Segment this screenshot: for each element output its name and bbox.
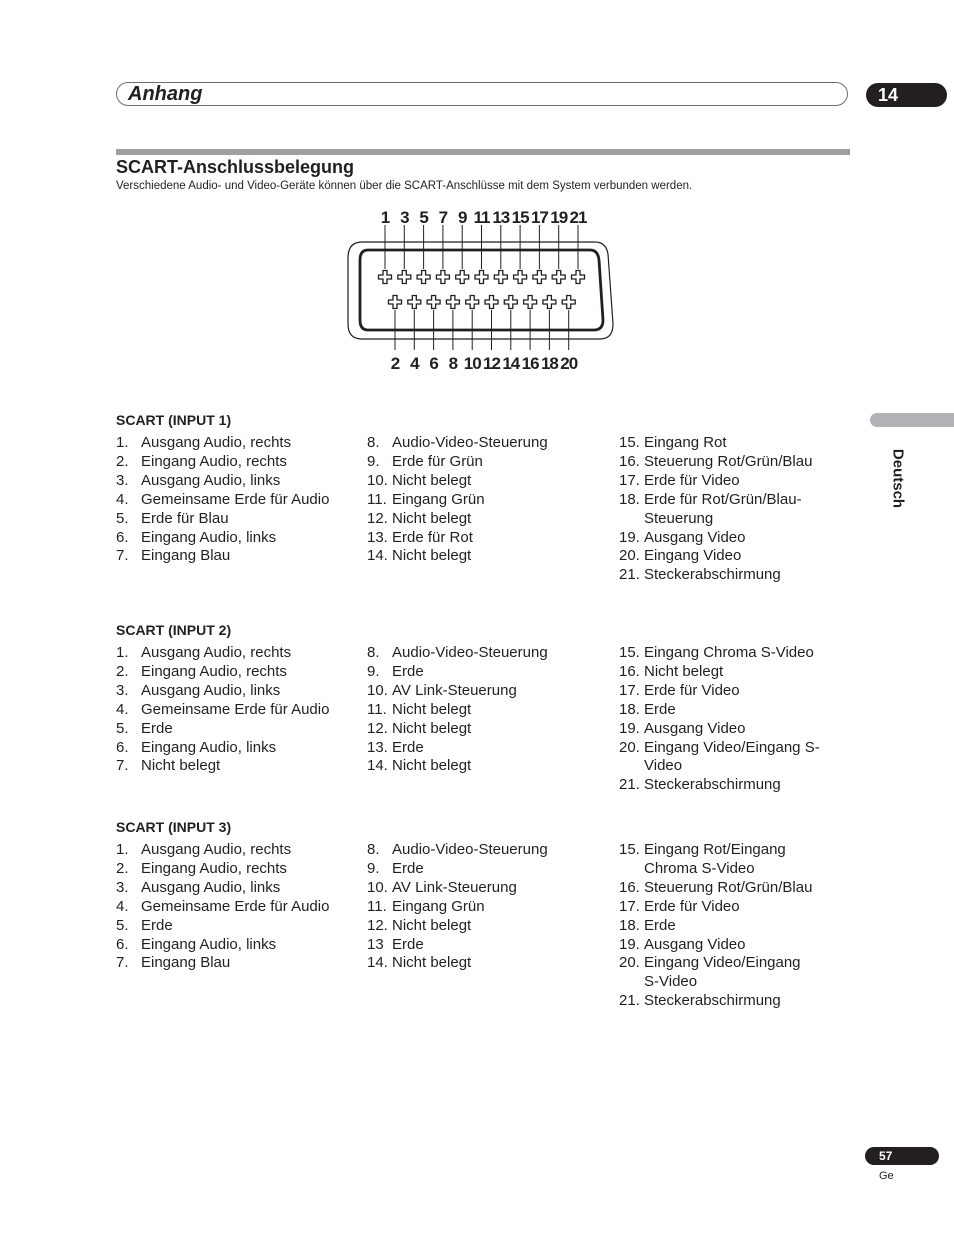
pin-number: 7. bbox=[116, 954, 129, 972]
pin-number: 15. bbox=[619, 644, 640, 661]
section-divider bbox=[116, 149, 850, 155]
pin-label-11: 11 bbox=[473, 208, 490, 227]
pin-list-item bbox=[367, 472, 607, 491]
pin-list-item bbox=[619, 917, 819, 936]
pin-description: Ausgang Audio, links bbox=[141, 471, 281, 489]
pin-number: 9. bbox=[367, 859, 380, 877]
pin-number: 3. bbox=[116, 471, 129, 489]
page-number-badge: 57 bbox=[865, 1147, 939, 1165]
pin-number: 3. bbox=[116, 681, 129, 699]
pin-description: Erde für Video bbox=[644, 897, 740, 915]
pin-number: 6. bbox=[116, 738, 129, 756]
pin-number: 15. bbox=[619, 434, 640, 451]
pin-description: Nicht belegt bbox=[392, 954, 472, 972]
pin-number: 3. bbox=[116, 878, 129, 896]
pin-13 bbox=[494, 271, 507, 284]
pin-description: Ausgang Audio, rechts bbox=[141, 434, 292, 451]
pin-list-item bbox=[367, 739, 607, 758]
pin-description: Ausgang Audio, links bbox=[141, 878, 281, 896]
pin-number: 12. bbox=[367, 916, 388, 934]
pin-description: Eingang Audio, rechts bbox=[141, 662, 287, 680]
pin-list-item bbox=[619, 491, 834, 529]
pin-number: 16. bbox=[619, 662, 640, 680]
pin-list-item bbox=[367, 841, 607, 860]
pin-description: Erde für Rot bbox=[392, 528, 473, 546]
pin-label-15: 15 bbox=[511, 208, 529, 227]
scart-input-2-column-1 bbox=[116, 644, 356, 776]
pin-list-item bbox=[116, 860, 356, 879]
pin-number: 15. bbox=[619, 841, 640, 858]
scart-input-2-column-2 bbox=[367, 644, 607, 776]
chapter-number-badge: 14 bbox=[866, 83, 947, 107]
pin-list-item bbox=[367, 682, 607, 701]
pin-description: Eingang Video/Eingang S-Video bbox=[644, 738, 820, 775]
pin-label-10: 10 bbox=[463, 354, 481, 373]
pin-list-item bbox=[116, 936, 356, 955]
pin-list-item bbox=[619, 644, 834, 663]
pin-label-21: 21 bbox=[569, 208, 587, 227]
pin-list-item bbox=[367, 510, 607, 529]
pin-label-16: 16 bbox=[521, 354, 539, 373]
pin-description: AV Link-Steuerung bbox=[392, 681, 517, 699]
pin-list-item bbox=[367, 936, 607, 955]
pin-description: Eingang Blau bbox=[141, 954, 231, 972]
pin-number: 18. bbox=[619, 916, 640, 934]
pin-description: Ausgang Video bbox=[644, 935, 746, 953]
pin-number: 5. bbox=[116, 719, 129, 737]
pin-label-6: 6 bbox=[429, 354, 438, 373]
pin-list-item bbox=[116, 644, 356, 663]
pin-label-20: 20 bbox=[560, 354, 578, 373]
pin-description: Steckerabschirmung bbox=[644, 566, 781, 584]
language-tab-label: Deutsch bbox=[889, 448, 907, 509]
pin-list-item bbox=[619, 879, 819, 898]
scart-input-2-column-3 bbox=[619, 644, 834, 795]
chapter-header-bar bbox=[116, 82, 848, 106]
scart-input-2-heading: SCART (INPUT 2) bbox=[116, 622, 232, 638]
pin-number: 17. bbox=[619, 897, 640, 915]
pin-number: 7. bbox=[116, 547, 129, 565]
pin-number: 4. bbox=[116, 700, 129, 718]
pin-description: Eingang Audio, rechts bbox=[141, 452, 287, 470]
pin-19 bbox=[552, 271, 565, 284]
pin-description: Gemeinsame Erde für Audio bbox=[141, 700, 330, 718]
pin-number: 14. bbox=[367, 547, 388, 565]
pin-21 bbox=[572, 271, 585, 284]
pin-list-item bbox=[619, 663, 834, 682]
pin-number: 20. bbox=[619, 547, 640, 565]
pin-description: Erde für Video bbox=[644, 681, 740, 699]
pin-list-item bbox=[619, 739, 834, 777]
pin-list-item bbox=[367, 720, 607, 739]
pin-description: Nicht belegt bbox=[141, 757, 221, 775]
pin-label-7: 7 bbox=[438, 208, 448, 227]
pin-description: Eingang Audio, links bbox=[141, 935, 277, 953]
connector-pins bbox=[379, 271, 585, 309]
pin-description: Steckerabschirmung bbox=[644, 992, 781, 1010]
pin-list-item bbox=[116, 739, 356, 758]
pin-number: 11. bbox=[367, 700, 387, 718]
pin-description: Erde für Grün bbox=[392, 452, 483, 470]
pin-number: 13. bbox=[367, 528, 388, 546]
pin-number: 14. bbox=[367, 757, 388, 775]
pin-description: Ausgang Video bbox=[644, 528, 746, 546]
pin-number: 16. bbox=[619, 452, 640, 470]
pin-description: AV Link-Steuerung bbox=[392, 878, 517, 896]
pin-description: Steuerung Rot/Grün/Blau bbox=[644, 452, 813, 470]
pin-label-13: 13 bbox=[492, 208, 510, 227]
pin-description: Erde bbox=[392, 935, 424, 953]
pin-9 bbox=[456, 271, 469, 284]
pin-description: Nicht belegt bbox=[392, 757, 472, 775]
pin-label-1: 1 bbox=[380, 208, 390, 227]
pin-description: Eingang Video/Eingang S-Video bbox=[644, 954, 801, 991]
pin-number: 20. bbox=[619, 954, 640, 972]
pin-number: 2. bbox=[116, 859, 129, 877]
pin-number: 19. bbox=[619, 935, 640, 953]
scart-input-1-column-2 bbox=[367, 434, 607, 566]
pin-description: Erde für Rot/Grün/Blau-Steuerung bbox=[644, 490, 802, 527]
pin-number: 18. bbox=[619, 490, 640, 508]
pin-15 bbox=[514, 271, 527, 284]
pin-label-18: 18 bbox=[540, 354, 558, 373]
pin-list-item bbox=[116, 453, 356, 472]
pin-list-item bbox=[116, 663, 356, 682]
pin-list-item bbox=[619, 453, 834, 472]
pin-description: Nicht belegt bbox=[392, 916, 472, 934]
pin-label-9: 9 bbox=[457, 208, 467, 227]
pin-list-item bbox=[367, 453, 607, 472]
pin-description: Nicht belegt bbox=[644, 662, 724, 680]
pin-list-item bbox=[116, 701, 356, 720]
pin-description: Nicht belegt bbox=[392, 700, 472, 718]
pin-list-item bbox=[619, 529, 834, 548]
pin-number: 8. bbox=[367, 644, 380, 661]
pin-number: 10. bbox=[367, 878, 388, 896]
pin-6 bbox=[427, 296, 440, 309]
pin-list-item bbox=[619, 434, 834, 453]
pin-1 bbox=[379, 271, 392, 284]
pin-number: 10. bbox=[367, 681, 388, 699]
pin-list-item bbox=[367, 663, 607, 682]
pin-description: Erde bbox=[392, 662, 424, 680]
scart-input-3-column-1 bbox=[116, 841, 356, 973]
pin-list-item bbox=[367, 757, 607, 776]
pin-number: 6. bbox=[116, 935, 129, 953]
pin-list-item bbox=[116, 472, 356, 491]
pin-list-item bbox=[367, 491, 607, 510]
pin-number: 10. bbox=[367, 471, 388, 489]
pin-number: 13. bbox=[367, 738, 388, 756]
pin-description: Steckerabschirmung bbox=[644, 776, 781, 794]
pin-list-item bbox=[116, 682, 356, 701]
pin-list-item bbox=[116, 879, 356, 898]
pin-number: 7. bbox=[116, 757, 129, 775]
pin-description: Audio-Video-Steuerung bbox=[392, 841, 548, 858]
pin-7 bbox=[436, 271, 449, 284]
pin-list-item bbox=[116, 757, 356, 776]
pin-description: Steuerung Rot/Grün/Blau bbox=[644, 878, 813, 896]
pin-list-item bbox=[619, 898, 819, 917]
pin-list-item bbox=[619, 547, 834, 566]
pin-description: Eingang Rot/Eingang Chroma S-Video bbox=[644, 841, 786, 877]
pin-label-19: 19 bbox=[550, 208, 568, 227]
pin-2 bbox=[389, 296, 402, 309]
pin-description: Nicht belegt bbox=[392, 719, 472, 737]
pin-description: Nicht belegt bbox=[392, 509, 472, 527]
pin-list-item bbox=[367, 547, 607, 566]
pin-description: Nicht belegt bbox=[392, 547, 472, 565]
pin-list-item bbox=[116, 491, 356, 510]
pin-number: 21. bbox=[619, 776, 640, 794]
pin-list-item bbox=[367, 898, 607, 917]
pin-label-4: 4 bbox=[410, 354, 419, 373]
pin-number: 4. bbox=[116, 490, 129, 508]
pin-list-item bbox=[367, 879, 607, 898]
pin-number: 16. bbox=[619, 878, 640, 896]
pin-list-item bbox=[619, 472, 834, 491]
pin-number: 18. bbox=[619, 700, 640, 718]
pin-list-item bbox=[619, 720, 834, 739]
pin-description: Eingang Grün bbox=[392, 897, 485, 915]
pin-label-8: 8 bbox=[448, 354, 458, 373]
pin-description: Erde bbox=[141, 916, 173, 934]
pin-list-item bbox=[367, 954, 607, 973]
scart-input-3-column-2 bbox=[367, 841, 607, 973]
pin-list-item bbox=[116, 547, 356, 566]
pin-list-item bbox=[116, 841, 356, 860]
pin-number: 9. bbox=[367, 452, 380, 470]
top-pin-labels bbox=[381, 208, 587, 227]
pin-number: 12. bbox=[367, 509, 388, 527]
pin-list-item bbox=[619, 841, 819, 879]
pin-list-item bbox=[367, 701, 607, 720]
pin-description: Ausgang Video bbox=[644, 719, 746, 737]
connector-outer-shell bbox=[348, 242, 613, 339]
pin-description: Erde bbox=[392, 859, 424, 877]
pin-number: 17. bbox=[619, 681, 640, 699]
pin-description: Ausgang Audio, rechts bbox=[141, 841, 292, 858]
pin-17 bbox=[533, 271, 546, 284]
pin-description: Ausgang Audio, rechts bbox=[141, 644, 292, 661]
pin-11 bbox=[475, 271, 488, 284]
pin-description: Audio-Video-Steuerung bbox=[392, 434, 548, 451]
pin-description: Erde bbox=[392, 738, 424, 756]
pin-label-2: 2 bbox=[390, 354, 400, 373]
pin-number: 11. bbox=[367, 490, 387, 508]
pin-number: 5. bbox=[116, 509, 129, 527]
language-tab-marker bbox=[870, 413, 954, 427]
pin-label-17: 17 bbox=[530, 208, 548, 227]
pin-label-14: 14 bbox=[502, 354, 520, 373]
pin-number: 19. bbox=[619, 719, 640, 737]
pin-list-item bbox=[619, 776, 834, 795]
pin-4 bbox=[408, 296, 421, 309]
pin-list-item bbox=[116, 720, 356, 739]
pin-list-item bbox=[619, 936, 819, 955]
pin-description: Ausgang Audio, links bbox=[141, 681, 281, 699]
page-language-code: Ge bbox=[879, 1170, 894, 1182]
pin-list-item bbox=[367, 917, 607, 936]
pin-description: Eingang Audio, rechts bbox=[141, 859, 287, 877]
scart-input-1-heading: SCART (INPUT 1) bbox=[116, 412, 232, 428]
pin-description: Erde bbox=[141, 719, 173, 737]
pin-list-item bbox=[367, 644, 607, 663]
pin-number: 14. bbox=[367, 954, 388, 972]
pin-number: 21. bbox=[619, 566, 640, 584]
pin-number: 11. bbox=[367, 897, 387, 915]
pin-list-item bbox=[367, 434, 607, 453]
pin-5 bbox=[417, 271, 430, 284]
pin-description: Audio-Video-Steuerung bbox=[392, 644, 548, 661]
pin-label-5: 5 bbox=[419, 208, 428, 227]
pin-number: 19. bbox=[619, 528, 640, 546]
pin-list-item bbox=[619, 701, 834, 720]
pin-number: 5. bbox=[116, 916, 129, 934]
section-title: SCART-Anschlussbelegung bbox=[116, 157, 355, 177]
pin-description: Eingang Audio, links bbox=[141, 738, 277, 756]
pin-list-item bbox=[116, 529, 356, 548]
pin-number: 21. bbox=[619, 992, 640, 1010]
pin-description: Erde für Blau bbox=[141, 509, 229, 527]
bottom-pin-labels bbox=[391, 354, 578, 373]
pin-description: Erde für Video bbox=[644, 471, 740, 489]
pin-description: Eingang Grün bbox=[392, 490, 485, 508]
pin-number: 2. bbox=[116, 662, 129, 680]
pin-12 bbox=[485, 296, 498, 309]
pin-8 bbox=[446, 296, 459, 309]
chapter-title: Anhang bbox=[128, 83, 203, 105]
pin-number: 12. bbox=[367, 719, 388, 737]
pin-20 bbox=[562, 296, 575, 309]
pin-10 bbox=[466, 296, 479, 309]
pin-label-3: 3 bbox=[400, 208, 409, 227]
pin-16 bbox=[524, 296, 537, 309]
scart-input-3-heading: SCART (INPUT 3) bbox=[116, 819, 232, 835]
pin-description: Gemeinsame Erde für Audio bbox=[141, 490, 330, 508]
scart-input-1-column-3 bbox=[619, 434, 834, 585]
pin-number: 2. bbox=[116, 452, 129, 470]
pin-description: Eingang Rot bbox=[644, 434, 727, 451]
pin-description: Erde bbox=[644, 916, 676, 934]
pin-list-item bbox=[619, 954, 819, 992]
scart-input-3-column-3 bbox=[619, 841, 819, 1011]
pin-description: Eingang Video bbox=[644, 547, 742, 565]
pin-list-item bbox=[116, 510, 356, 529]
pin-list-item bbox=[619, 566, 834, 585]
pin-number: 6. bbox=[116, 528, 129, 546]
section-intro: Verschiedene Audio- und Video-Geräte können über die SCART-Anschlüsse mit dem System verbunden werden. bbox=[116, 180, 693, 192]
pin-14 bbox=[504, 296, 517, 309]
pin-list-item bbox=[367, 529, 607, 548]
pin-list-item bbox=[116, 898, 356, 917]
pin-list-item bbox=[116, 917, 356, 936]
pin-list-item bbox=[116, 954, 356, 973]
pin-number: 13 bbox=[367, 935, 384, 953]
pin-number: 1. bbox=[116, 434, 129, 451]
pin-number: 20. bbox=[619, 738, 640, 756]
pin-description: Eingang Chroma S-Video bbox=[644, 644, 814, 661]
pin-number: 8. bbox=[367, 434, 380, 451]
pin-18 bbox=[543, 296, 556, 309]
pin-number: 8. bbox=[367, 841, 380, 858]
pin-number: 1. bbox=[116, 841, 129, 858]
pin-number: 17. bbox=[619, 471, 640, 489]
pin-number: 1. bbox=[116, 644, 129, 661]
pin-label-12: 12 bbox=[483, 354, 500, 373]
pin-list-item bbox=[619, 992, 819, 1011]
pin-description: Erde bbox=[644, 700, 676, 718]
pin-3 bbox=[398, 271, 411, 284]
pin-number: 4. bbox=[116, 897, 129, 915]
pin-list-item bbox=[116, 434, 356, 453]
pin-list-item bbox=[619, 682, 834, 701]
pin-number: 9. bbox=[367, 662, 380, 680]
pin-description: Eingang Audio, links bbox=[141, 528, 277, 546]
pin-description: Gemeinsame Erde für Audio bbox=[141, 897, 330, 915]
scart-connector-diagram bbox=[340, 200, 620, 380]
pin-description: Eingang Blau bbox=[141, 547, 231, 565]
pin-list-item bbox=[367, 860, 607, 879]
scart-input-1-column-1 bbox=[116, 434, 356, 566]
pin-description: Nicht belegt bbox=[392, 471, 472, 489]
